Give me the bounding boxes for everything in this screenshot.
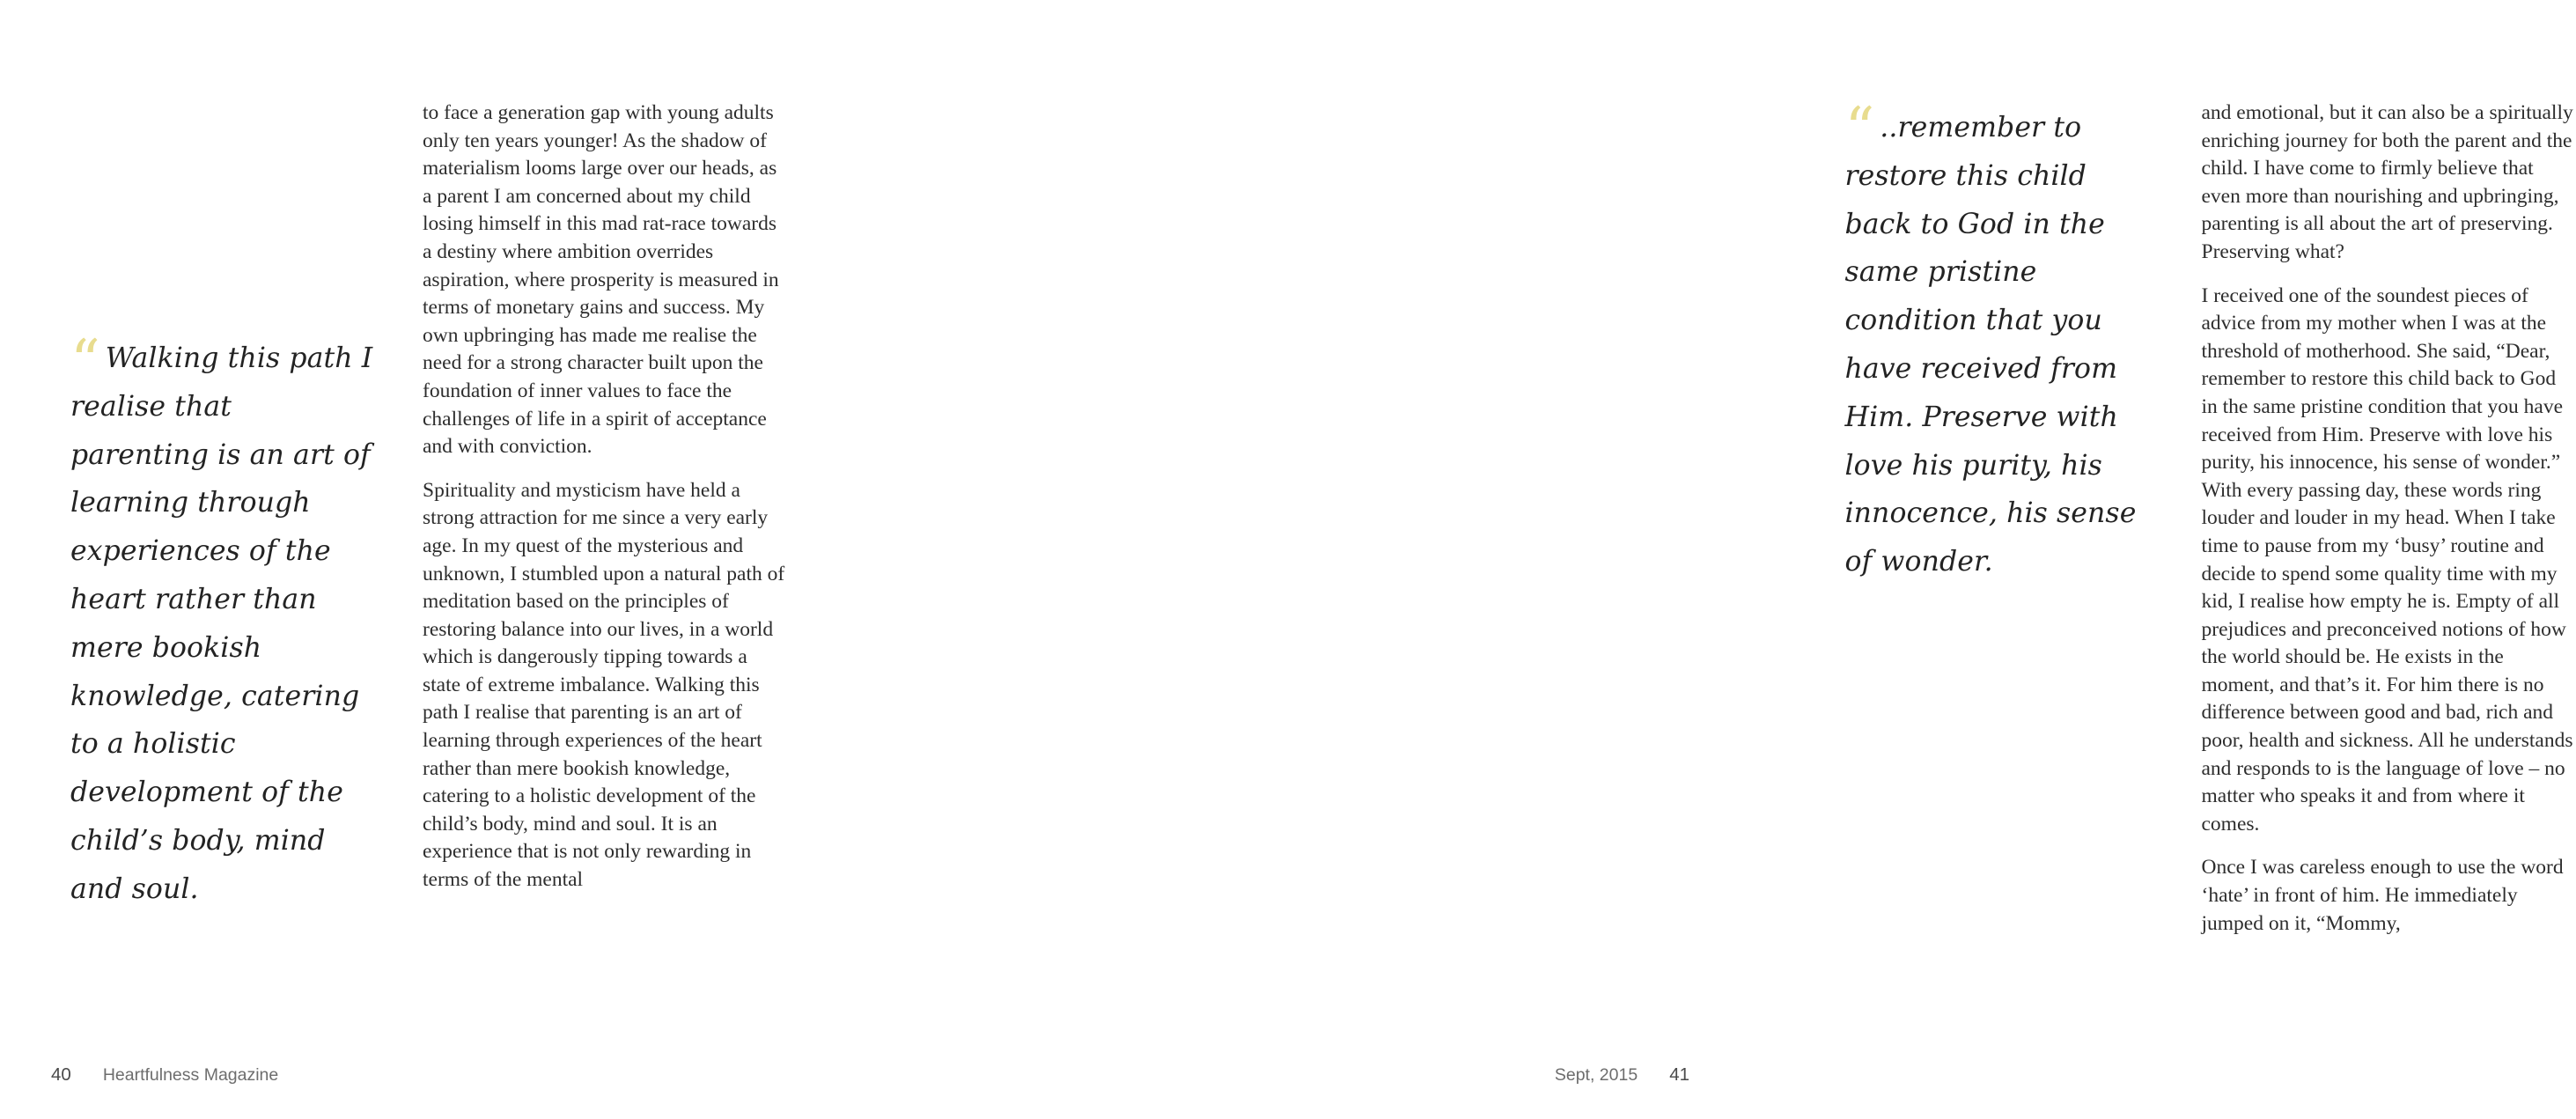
pull-quote-left: [70, 328, 374, 914]
body-column-left: [423, 99, 788, 894]
quote-mark-icon: “: [70, 328, 99, 395]
footer-right: [1555, 1064, 1689, 1086]
page-number: 41: [1669, 1064, 1689, 1085]
quote-mark-icon: “: [1844, 95, 1873, 163]
pull-quote-right-text: ..remember to restore this child back to God in the same pristine condition that you have received from Him. Preserve with love his purity, his innocence, his sense of wonder.: [1844, 112, 2137, 578]
paragraph: and emotional, but it can also be a spiritually enriching journey for both the parent and the child. I have come to firmly believe that even more than nourishing and upbringing, parenting is all about the art of preserving. Preserving what?: [2201, 101, 2573, 263]
pull-quote-left-text: Walking this path I realise that parenting is an art of learning through experiences of the heart rather than mere bookish knowledge, catering to a holistic development of the child’s body, mind and soul.: [70, 342, 373, 905]
paragraph: Once I was careless enough to use the word ‘hate’ in front of him. He immediately jumped on it, “Mommy,: [2201, 856, 2564, 935]
issue-date: Sept, 2015: [1554, 1065, 1638, 1085]
pull-quote-right: [1844, 95, 2149, 586]
body-column-right: [2202, 99, 2576, 938]
left-page: [0, 0, 871, 1119]
right-page: [871, 0, 2573, 1119]
publication-name: Heartfulness Magazine: [102, 1065, 279, 1085]
paragraph: to face a generation gap with young adults only ten years younger! As the shadow of materialism looms large over our heads, as a parent I am concerned about my child losing himself in this mad rat-race towards a destiny where ambition overrides aspiration, where prosperity is measured in terms of monetary gains and success. My own upbringing has made me realise the need for a strong character built upon the foundation of inner values to face the challenges of life in a spirit of acceptance and with conviction.: [423, 101, 779, 459]
footer-left: [51, 1064, 278, 1086]
page-number: 40: [51, 1064, 71, 1085]
paragraph: Spirituality and mysticism have held a strong attraction for me since a very early age. In my quest of the mysterious and unknown, I stumbled upon a natural path of meditation based on the principles of restoring balance into our lives, in a world which is dangerously tipping towards a state of extreme imbalance. Walking this path I realise that parenting is an art of learning through experiences of the heart rather than mere bookish knowledge, catering to a holistic development of the child’s body, mind and soul. It is an experience that is not only rewarding in terms of the mental: [423, 478, 785, 892]
paragraph: I received one of the soundest pieces of advice from my mother when I was at the threshold of motherhood. She said, “Dear, remember to restore this child back to God in the same pristine condition that you have received from Him. Preserve with love his purity, his innocence, his sense of wonder.” With every passing day, these words ring louder and louder in my head. When I take time to pause from my ‘busy’ routine and decide to spend some quality time with my kid, I realise how empty he is. Empty of all prejudices and preconceived notions of how the world should be. He exists in the moment, and that’s it. For him there is no difference between good and bad, rich and poor, health and sickness. All he understands and responds to is the language of love – no matter who speaks it and from where it comes.: [2201, 283, 2573, 836]
